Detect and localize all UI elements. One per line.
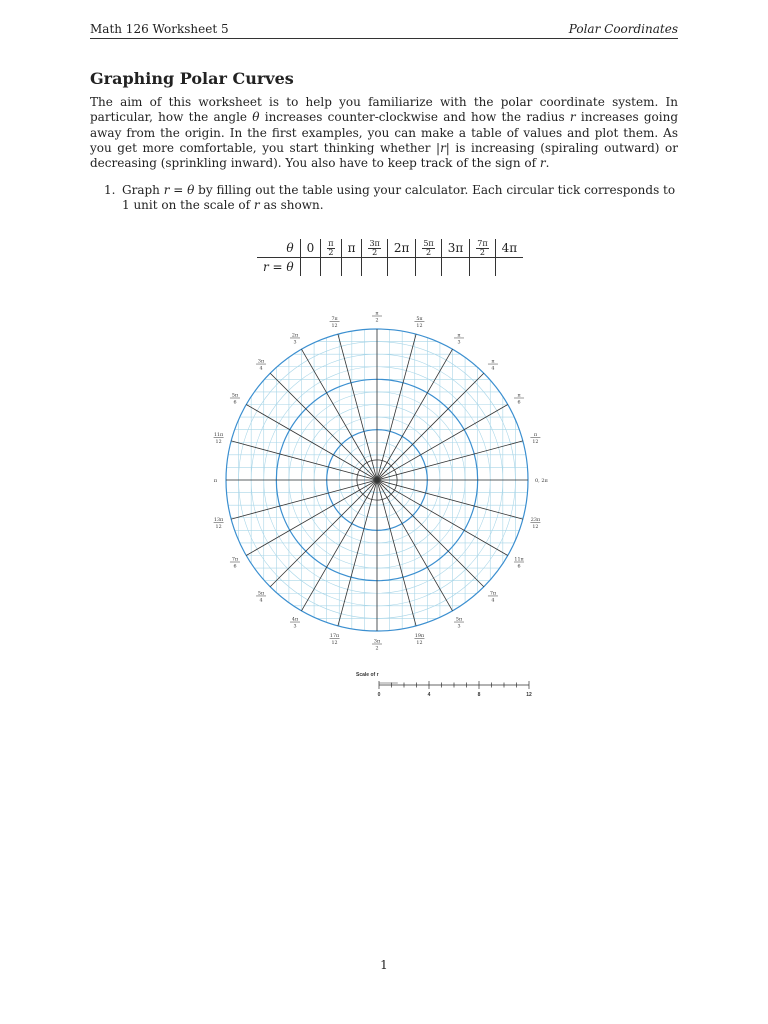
r-row [257, 258, 523, 277]
numerator: π [328, 238, 334, 248]
angle-label-numerator: 7π [231, 557, 239, 563]
angle-label-numerator: π [533, 433, 537, 439]
angle-ray [231, 441, 377, 480]
angle-ray [377, 373, 484, 480]
fraction [368, 240, 380, 257]
problem-text-3: as shown. [259, 198, 324, 213]
scale-title: Scale of r [356, 672, 379, 678]
theta-value-cell [362, 239, 387, 258]
angle-label: 0, 2π [535, 478, 548, 484]
angle-ray [338, 480, 377, 626]
topic-label: Polar Coordinates [568, 22, 678, 36]
angle-label: π [213, 478, 217, 484]
angle-ray [377, 480, 523, 519]
angle-label-denominator: 12 [532, 524, 539, 530]
angle-label-denominator: 3 [457, 340, 461, 346]
angle-label-numerator: 7π [489, 591, 497, 597]
theta-value-cell [416, 239, 441, 258]
theta-row [257, 239, 523, 258]
abs-r-symbol: |r| [436, 140, 450, 155]
r-value-input-cell[interactable] [470, 258, 495, 277]
angle-label-denominator: 12 [416, 640, 423, 646]
angle-label-numerator: 5π [416, 317, 423, 323]
angle-label-denominator: 3 [293, 624, 297, 630]
page-number: 1 [380, 958, 388, 972]
angle-label-numerator: π [491, 359, 495, 365]
angle-label-denominator: 4 [491, 366, 495, 372]
problem-text-2: by filling out the table using your calculator. Each circular tick corresponds to 1 unit on the scale of [122, 183, 676, 213]
fraction [422, 240, 434, 257]
scale-tick-label: 0 [377, 692, 381, 698]
angle-label-denominator: 6 [517, 400, 521, 406]
angle-label-denominator: 12 [331, 324, 338, 330]
r-value-input-cell[interactable] [362, 258, 387, 277]
r-value-input-cell[interactable] [441, 258, 470, 277]
intro-paragraph [90, 95, 678, 171]
angle-label-numerator: 19π [414, 633, 425, 639]
scale-tick-label: 8 [477, 692, 481, 698]
angle-label-denominator: 12 [416, 324, 423, 330]
theta-value-cell: 0 [300, 239, 321, 258]
intro-text-2: increases counter-clockwise and how the radius [259, 110, 570, 125]
angle-label-denominator: 12 [331, 640, 338, 646]
angle-label-denominator: 3 [293, 340, 297, 346]
r-value-input-cell[interactable] [300, 258, 321, 277]
angle-label-denominator: 2 [375, 646, 379, 652]
course-label: Math 126 Worksheet 5 [90, 22, 229, 36]
theta-symbol: θ [252, 110, 260, 125]
angle-ray [270, 480, 377, 587]
intro-text-3: increases going away from the origin. In the first examples, you can make a table of values and plot them. As you get more comfortable, you start thinking whether [90, 110, 678, 155]
theta-value-cell [470, 239, 495, 258]
angle-label-denominator: 4 [491, 598, 495, 604]
theta-value-cell: 3π [441, 239, 470, 258]
angle-label-denominator: 12 [215, 440, 222, 446]
problem-text-1: Graph [122, 183, 164, 197]
angle-label-numerator: π [457, 333, 461, 339]
denominator: 2 [479, 247, 485, 257]
angle-label-numerator: 23π [530, 517, 541, 523]
problem-number: 1. [104, 183, 116, 197]
angle-label-denominator: 4 [259, 366, 263, 372]
angle-label-denominator: 6 [233, 400, 237, 406]
angle-ray [338, 334, 377, 480]
problem-1 [104, 183, 678, 214]
r-symbol: r [253, 198, 260, 213]
scale-tick-label: 4 [427, 692, 431, 698]
angle-label-denominator: 12 [532, 440, 539, 446]
angle-label-numerator: 5π [455, 617, 463, 623]
numerator: 3π [369, 238, 380, 248]
angle-label-numerator: 17π [329, 633, 340, 639]
theta-value-cell: π [341, 239, 362, 258]
angle-label-denominator: 6 [517, 564, 521, 570]
angle-label-numerator: 4π [291, 617, 299, 623]
angle-label-denominator: 12 [215, 524, 222, 530]
angle-label-numerator: 11π [514, 557, 524, 563]
angle-ray [377, 480, 416, 626]
denominator: 2 [425, 247, 432, 257]
angle-label-numerator: π [517, 393, 521, 399]
r-value-input-cell[interactable] [416, 258, 441, 277]
denominator: 2 [372, 247, 378, 257]
angle-label-denominator: 2 [375, 318, 379, 324]
r-value-input-cell[interactable] [387, 258, 416, 277]
values-table [257, 239, 523, 276]
section-title: Graphing Polar Curves [90, 69, 294, 88]
intro-text-4: is increasing (spiraling outward) or decreasing (sprinkling inward). You also have to keep track of the sign of [90, 140, 678, 171]
numerator: 5π [423, 238, 434, 248]
equation: r = θ [163, 183, 195, 197]
angle-label-numerator: π [375, 311, 379, 317]
r-row-header: r = θ [257, 258, 300, 277]
fraction [476, 240, 488, 257]
fraction [327, 240, 334, 257]
angle-label-numerator: 5π [231, 393, 239, 399]
angle-ray [377, 441, 523, 480]
polar-grid [200, 293, 592, 713]
angle-label-numerator: 13π [213, 517, 224, 523]
angle-label-denominator: 4 [259, 598, 263, 604]
intro-text-5: . [545, 156, 550, 171]
angle-label-numerator: 11π [213, 433, 224, 439]
angle-label-numerator: 5π [257, 591, 265, 597]
r-symbol: r [569, 110, 576, 125]
scale-tick-label: 12 [526, 692, 532, 698]
angle-ray [270, 373, 377, 480]
problem-1-text [122, 183, 678, 214]
angle-label-numerator: 3π [373, 639, 381, 645]
numerator: 7π [477, 238, 488, 248]
page-header [90, 18, 678, 39]
angle-label-numerator: 3π [257, 359, 265, 365]
theta-row-header: θ [257, 239, 300, 258]
angle-label-denominator: 3 [457, 624, 461, 630]
theta-value-cell: 2π [387, 239, 416, 258]
theta-value-cell [321, 239, 341, 258]
intro-text-1: The aim of this worksheet is to help you familiarize with the polar coordinate system. In particular, how the angle [90, 95, 678, 125]
denominator: 2 [328, 247, 334, 257]
angle-label-denominator: 6 [233, 564, 237, 570]
angle-ray [377, 334, 416, 480]
r-value-input-cell[interactable] [495, 258, 523, 277]
angle-ray [377, 480, 484, 587]
r-symbol: r [539, 156, 546, 171]
r-value-input-cell[interactable] [341, 258, 362, 277]
r-value-input-cell[interactable] [321, 258, 341, 277]
theta-value-cell: 4π [495, 239, 523, 258]
angle-label-numerator: 2π [291, 333, 299, 339]
angle-label-numerator: 7π [331, 317, 338, 323]
angle-ray [231, 480, 377, 519]
